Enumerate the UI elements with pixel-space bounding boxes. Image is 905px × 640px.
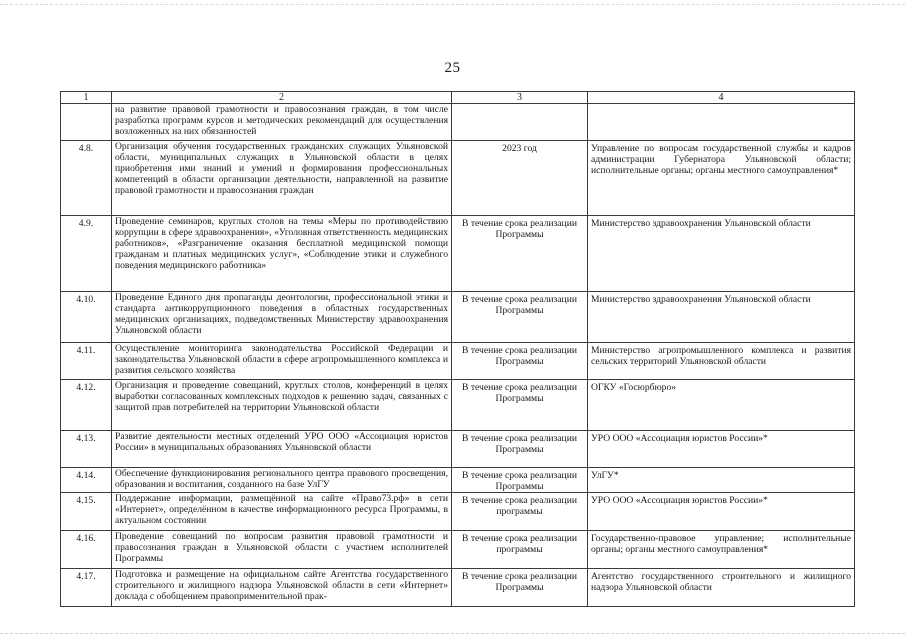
row-term [452, 104, 588, 141]
row-description: Проведение Единого дня пропаганды деонтологии, профессиональной этики и стандарта антикоррупционного поведения в областных государственных медицинских организациях, подведомственных Министерству здравоохранения Ульяновской области [112, 292, 452, 343]
row-term: В течение срока реализации программы [452, 493, 588, 531]
row-term: В течение срока реализации Программы [452, 343, 588, 380]
row-term: В течение срока реализации программы [452, 531, 588, 569]
row-responsible: Министерство здравоохранения Ульяновской области [588, 292, 855, 343]
row-description: Обеспечение функционирования регионального центра правового просвещения, образования и воспитания, созданного на базе УлГУ [112, 468, 452, 493]
table-row [61, 104, 855, 141]
row-number: 4.11. [61, 343, 112, 380]
row-responsible: УРО ООО «Ассоциация юристов России»* [588, 431, 855, 468]
column-header-1: 1 [61, 92, 112, 104]
row-description: Подготовка и размещение на официальном сайте Агентства государственного строительного и жилищного надзора Ульяновской области в сети «Интернет» доклада с обобщением правоприменительной прак- [112, 569, 452, 607]
row-number: 4.15. [61, 493, 112, 531]
column-header-3: 3 [452, 92, 588, 104]
row-responsible: УлГУ* [588, 468, 855, 493]
scan-edge-top [0, 4, 905, 5]
row-term: В течение срока реализации Программы [452, 431, 588, 468]
row-term: В течение срока реализации Программы [452, 216, 588, 292]
row-term: В течение срока реализации Программы [452, 468, 588, 493]
row-number: 4.13. [61, 431, 112, 468]
row-description: Поддержание информации, размещённой на сайте «Право73.рф» в сети «Интернет», определённом в качестве информационного ресурса Программы, в актуальном состоянии [112, 493, 452, 531]
row-responsible [588, 104, 855, 141]
row-description: Проведение совещаний по вопросам развития правовой грамотности и правосознания граждан в Ульяновской области с участием исполнителей Программы [112, 531, 452, 569]
row-responsible: УРО ООО «Ассоциация юристов России»* [588, 493, 855, 531]
column-header-2: 2 [112, 92, 452, 104]
row-description: Организация обучения государственных гражданских служащих Ульяновской области, муниципальных служащих в Ульяновской области в целях приобретения ими знаний и умений и формирования профессиональных компетенций в области организации деятельности, направленной на развитие правовой грамотности и правосознания граждан [112, 141, 452, 216]
row-description: Организация и проведение совещаний, круглых столов, конференций в целях выработки согласованных комплексных подходов к решению задач, связанных с защитой прав потребителей на территории Ульяновской области [112, 380, 452, 431]
row-number: 4.9. [61, 216, 112, 292]
row-responsible: Агентство государственного строительного и жилищного надзора Ульяновской области [588, 569, 855, 607]
row-number [61, 104, 112, 141]
table-row [61, 292, 855, 343]
activities-table [60, 91, 855, 607]
row-responsible: ОГКУ «Госюрбюро» [588, 380, 855, 431]
row-term: В течение срока реализации Программы [452, 569, 588, 607]
table-row [61, 380, 855, 431]
table-row [61, 431, 855, 468]
table-row [61, 343, 855, 380]
table-row [61, 569, 855, 607]
row-description: Проведение семинаров, круглых столов на темы «Меры по противодействию коррупции в сфере здравоохранения», «Уголовная ответственность медицинских работников», «Разграничение оказания бесплатной медицинской помощи гражданам и платных медицинских услуг», «Соблюдение этики и служебного поведения медицинского работника» [112, 216, 452, 292]
row-description: Развитие деятельности местных отделений УРО ООО «Ассоциация юристов России» в муниципальных образованиях Ульяновской области [112, 431, 452, 468]
row-number: 4.16. [61, 531, 112, 569]
row-number: 4.8. [61, 141, 112, 216]
row-number: 4.14. [61, 468, 112, 493]
column-header-4: 4 [588, 92, 855, 104]
row-responsible: Управление по вопросам государственной службы и кадров администрации Губернатора Ульяновской области; исполнительные органы; органы местного самоуправления* [588, 141, 855, 216]
row-number: 4.12. [61, 380, 112, 431]
table-row [61, 216, 855, 292]
row-responsible: Министерство агропромышленного комплекса и развития сельских территорий Ульяновской области [588, 343, 855, 380]
row-term: 2023 год [452, 141, 588, 216]
row-description: на развитие правовой грамотности и правосознания граждан, в том числе разработка программ курсов и методических рекомендаций для осуществления возложенных на них обязанностей [112, 104, 452, 141]
table-row [61, 141, 855, 216]
row-description: Осуществление мониторинга законодательства Российской Федерации и законодательства Ульяновской области в сфере агропромышленного комплекса и развития сельского хозяйства [112, 343, 452, 380]
scan-edge-bottom [0, 633, 905, 634]
row-responsible: Государственно-правовое управление; исполнительные органы; органы местного самоуправления* [588, 531, 855, 569]
table-row [61, 493, 855, 531]
row-number: 4.10. [61, 292, 112, 343]
table-row [61, 468, 855, 493]
table-row [61, 531, 855, 569]
row-term: В течение срока реализации Программы [452, 380, 588, 431]
table-header-row [61, 92, 855, 104]
row-responsible: Министерство здравоохранения Ульяновской области [588, 216, 855, 292]
row-term: В течение срока реализации Программы [452, 292, 588, 343]
page-number: 25 [444, 60, 461, 76]
row-number: 4.17. [61, 569, 112, 607]
